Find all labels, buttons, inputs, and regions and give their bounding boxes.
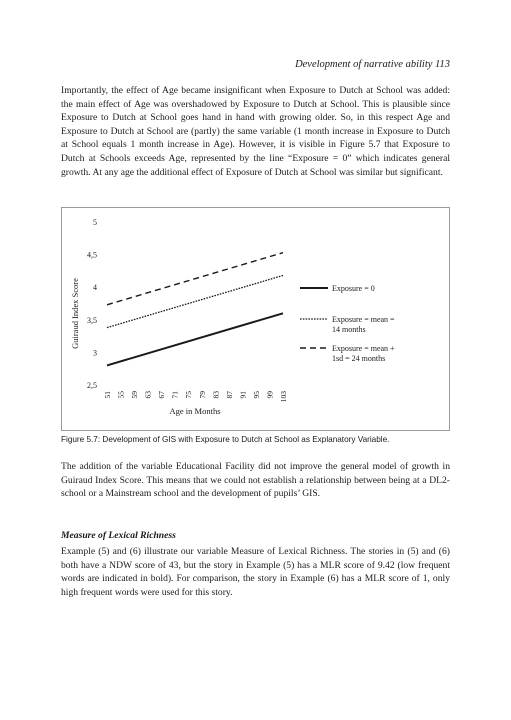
legend-label-1: Exposure = 0 bbox=[332, 284, 375, 293]
paragraph-1: Importantly, the effect of Age became insignificant when Exposure to Dutch at School was added: the main effect of Age was overshadowed by Exposure to Dutch at School. This is plausible since Exposure to Dutch at School goes hand in hand with growing older. So, in this respect Age and Exposure to Dutch at School are (partly) the same variable (1 month increase in Exposure to Dutch at School equals 1 month increase in Age). However, it is visible in Figure 5.7 that Exposure to Dutch at Schools exceeds Age, represented by the line “Exposure = 0” which indicates general growth. At any age the additional effect of Exposure of Dutch at School was similar but significant. bbox=[61, 85, 450, 178]
paragraph-3: Example (5) and (6) illustrate our variable Measure of Lexical Richness. The stories in (5) and (6) both have a NDW score of 43, but the story in Example (5) has a MLR score of 9.42 (low frequent words are indicated in bold). For comparison, the story in Example (6) has a MLR score of 1, only high frequent words were used for this story. bbox=[61, 546, 450, 598]
series-line-1 bbox=[107, 313, 283, 365]
x-tick-label: 99 bbox=[265, 391, 275, 399]
x-tick-label: 51 bbox=[103, 391, 112, 399]
x-tick-label: 91 bbox=[238, 391, 248, 399]
x-tick-label: 59 bbox=[130, 391, 140, 399]
legend-label-3: Exposure = mean + 1sd = 24 months bbox=[332, 344, 395, 363]
section-heading: Measure of Lexical Richness bbox=[61, 530, 176, 541]
y-tick-label: 4,5 bbox=[87, 250, 97, 260]
running-head: Development of narrative ability 113 bbox=[295, 59, 450, 70]
y-tick-label: 3,5 bbox=[87, 315, 97, 325]
series-line-2 bbox=[107, 275, 283, 327]
y-tick-label: 2,5 bbox=[87, 381, 97, 390]
legend-label-2: Exposure = mean = 14 months bbox=[332, 315, 395, 334]
y-axis-label: Guiraud Index Score bbox=[70, 278, 80, 349]
figure-5-7 bbox=[61, 207, 450, 431]
x-tick-label: 67 bbox=[157, 391, 167, 399]
x-tick-label: 83 bbox=[211, 391, 221, 399]
y-tick-label: 4 bbox=[93, 283, 97, 293]
y-tick-label: 3 bbox=[93, 348, 97, 358]
x-tick-label: 103 bbox=[279, 391, 288, 403]
x-tick-label: 71 bbox=[170, 391, 180, 399]
x-tick-label: 55 bbox=[116, 391, 126, 399]
x-tick-label: 87 bbox=[224, 391, 234, 399]
x-tick-label: 75 bbox=[184, 391, 194, 399]
line-chart bbox=[62, 208, 451, 432]
series-line-3 bbox=[107, 253, 283, 305]
paragraph-2: The addition of the variable Educational Facility did not improve the general model of growth in Guiraud Index Score. This means that we could not establish a relationship between being at a DL2-school or a Mainstream school and the development of pupils’ GIS. bbox=[61, 461, 450, 500]
x-tick-label: 79 bbox=[197, 391, 207, 399]
x-tick-label: 63 bbox=[143, 391, 153, 399]
figure-caption: Figure 5.7: Development of GIS with Exposure to Dutch at School as Explanatory Variable. bbox=[61, 435, 390, 444]
x-axis-label: Age in Months bbox=[169, 406, 221, 416]
y-tick-label: 5 bbox=[93, 218, 97, 227]
x-tick-label: 95 bbox=[251, 391, 261, 399]
